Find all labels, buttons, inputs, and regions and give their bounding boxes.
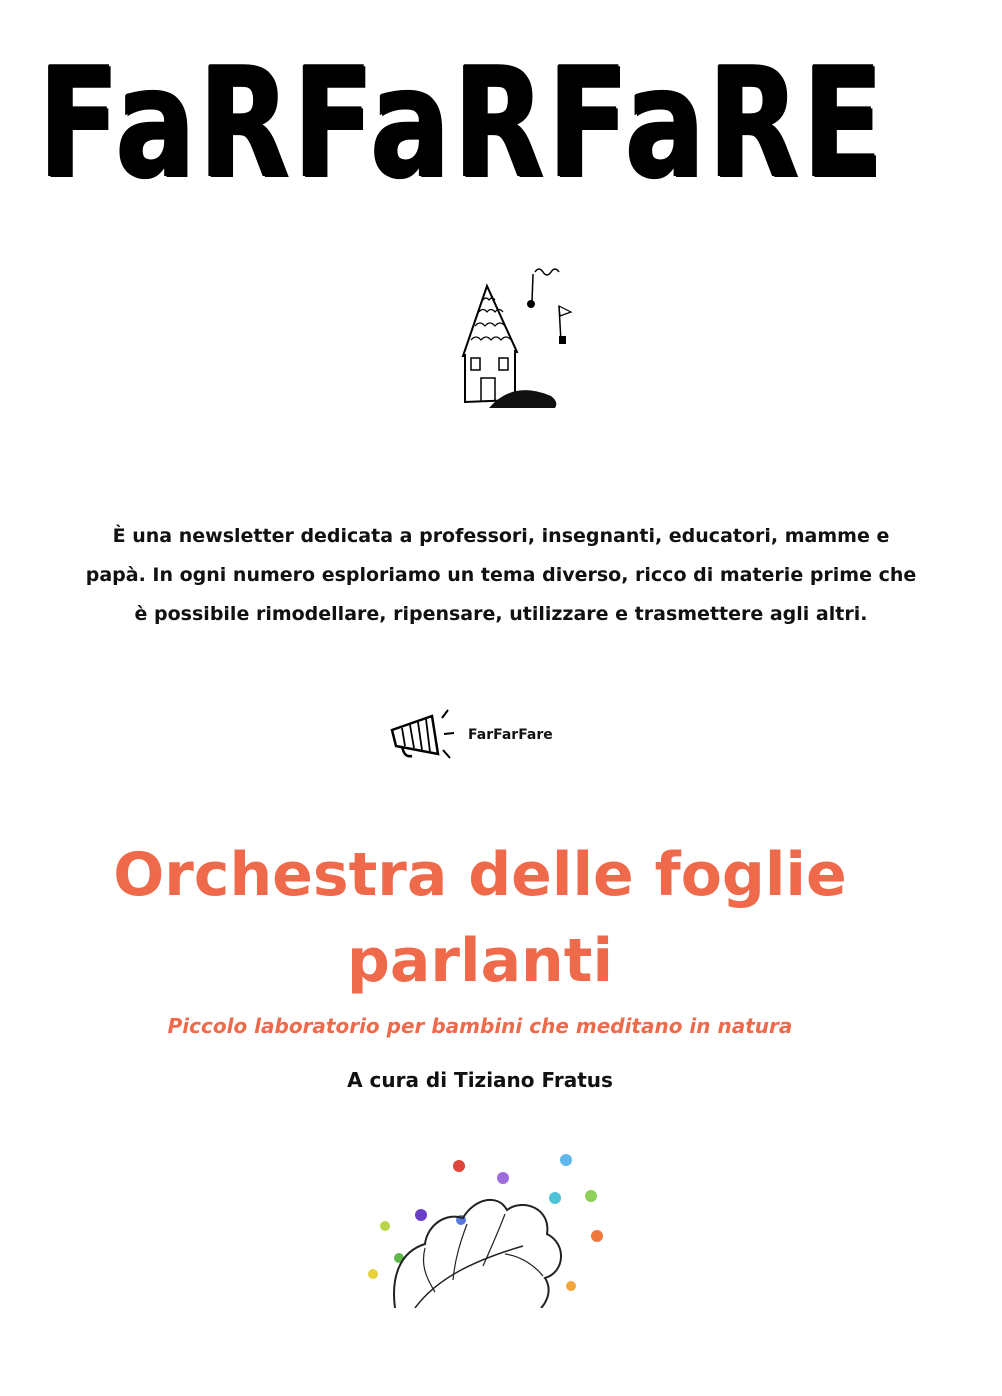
description-line: papà. In ogni numero esploriamo un tema diverso, ricco di materie prime che <box>85 564 917 586</box>
article-title-line: parlanti <box>346 926 614 996</box>
megaphone-icon <box>388 706 458 764</box>
house-illustration <box>455 260 575 410</box>
article-title <box>60 832 900 1004</box>
description-line: È una newsletter dedicata a professori, insegnanti, educatori, mamme e <box>112 525 890 547</box>
article-title-line: Orchestra delle foglie <box>113 840 847 910</box>
article-subtitle: Piccolo laboratorio per bambini che meditano in natura <box>167 1014 793 1038</box>
newsletter-description <box>40 517 962 634</box>
publisher-byline[interactable] <box>388 705 618 765</box>
logo-text: FaRFaRFaRE <box>38 34 887 211</box>
description-line: è possibile rimodellare, ripensare, utilizzare e trasmettere agli altri. <box>134 603 868 625</box>
leaf-illustration <box>355 1148 615 1308</box>
publisher-name[interactable]: FarFarFare <box>468 727 553 743</box>
article-author: A cura di Tiziano Fratus <box>347 1068 613 1092</box>
newsletter-logo[interactable] <box>38 34 958 211</box>
